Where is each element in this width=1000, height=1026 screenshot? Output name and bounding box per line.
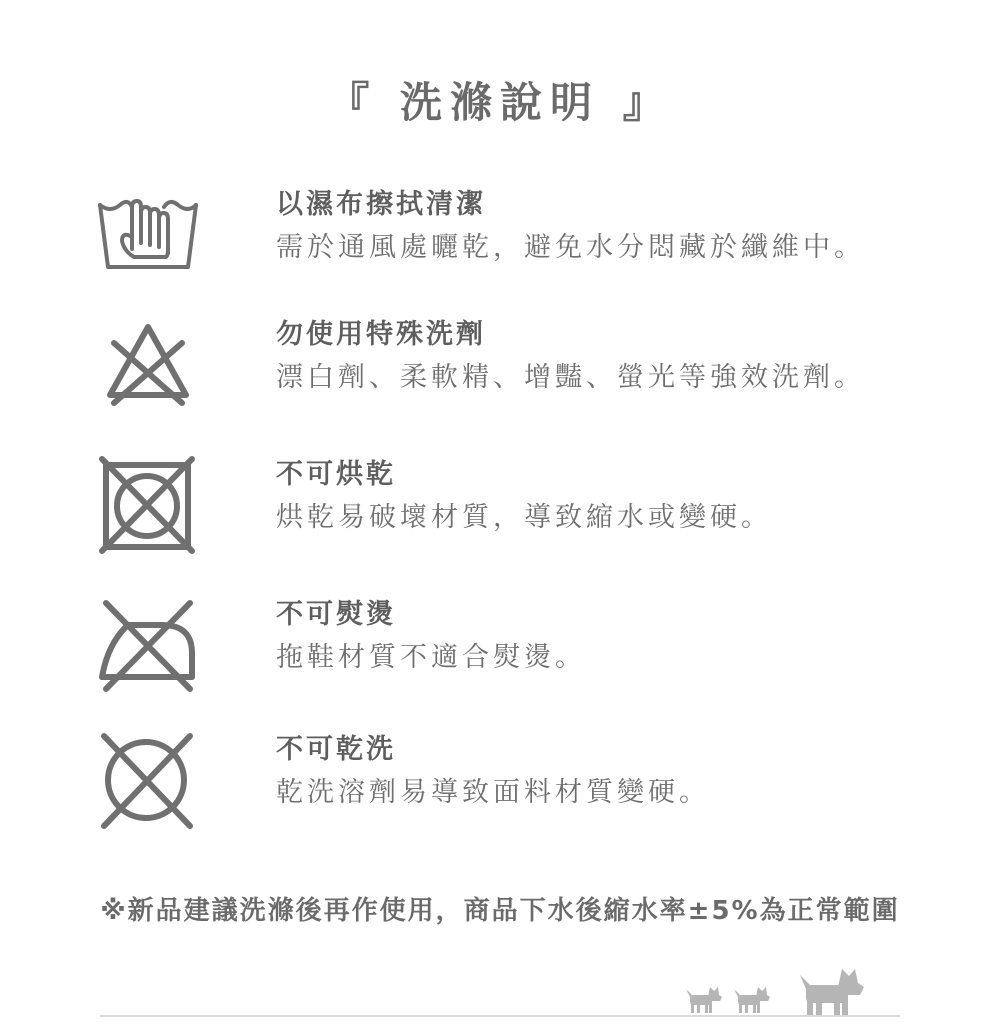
dog-icon [800, 969, 864, 1015]
dog-icon [686, 987, 722, 1013]
care-description: 烘乾易破壞材質，導致縮水或變硬。 [276, 502, 772, 533]
care-heading: 不可烘乾 [276, 459, 396, 490]
no-iron-icon [98, 595, 198, 695]
care-description: 乾洗溶劑易導致面料材質變硬。 [276, 777, 710, 808]
care-item-no-iron [0, 595, 1000, 695]
care-description: 拖鞋材質不適合熨燙。 [276, 642, 586, 673]
care-item-no-tumble-dry [0, 455, 1000, 555]
dog-icon [734, 987, 770, 1013]
care-description: 漂白劑、柔軟精、增豔、螢光等強效洗劑。 [276, 362, 865, 393]
care-item-no-bleach [0, 315, 1000, 415]
footer-divider [100, 1015, 900, 1017]
care-description: 需於通風處曬乾，避免水分悶藏於纖維中。 [276, 232, 865, 263]
hand-wash-icon [98, 185, 198, 285]
page-title: 『 洗滌說明 』 [327, 78, 673, 127]
care-item-no-dry-clean [0, 730, 1000, 830]
wash-note: ※新品建議洗滌後再作使用，商品下水後縮水率±5%為正常範圍 [100, 896, 900, 926]
care-heading: 不可乾洗 [276, 734, 396, 765]
care-heading: 以濕布擦拭清潔 [276, 189, 486, 220]
care-heading: 勿使用特殊洗劑 [276, 319, 486, 350]
dog-silhouettes-decoration [680, 965, 870, 1017]
no-tumble-dry-icon [98, 455, 198, 555]
no-dry-clean-icon [98, 730, 198, 830]
care-item-hand-wash [0, 185, 1000, 285]
care-heading: 不可熨燙 [276, 599, 396, 630]
no-bleach-icon [98, 315, 198, 415]
